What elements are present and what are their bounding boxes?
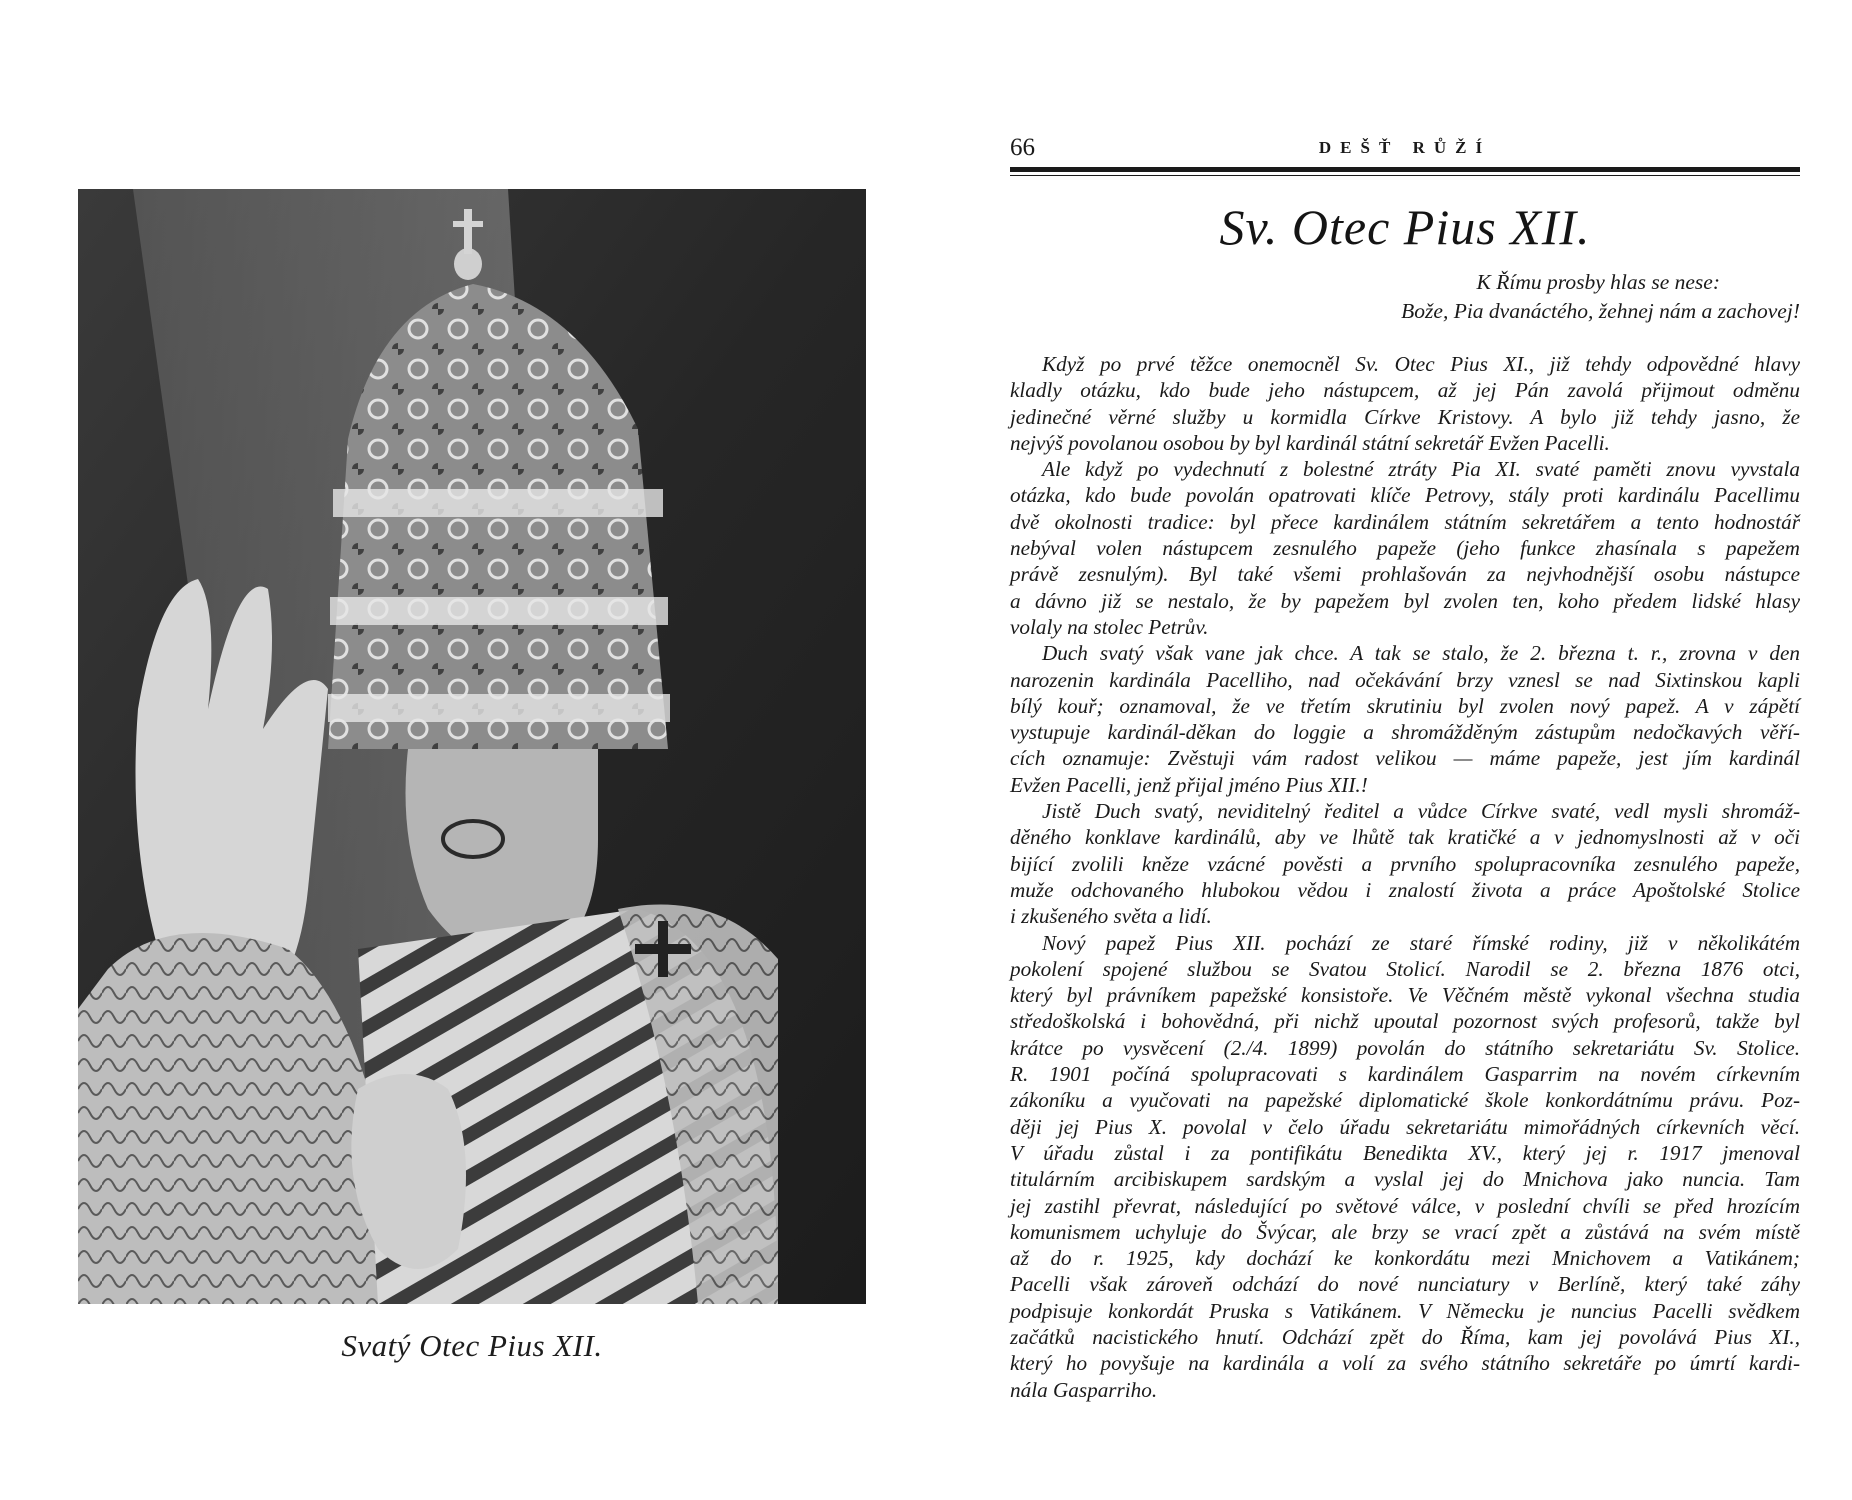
text-line: krátce po vysvěcení (2./4. 1899) povolán do státního sekretariátu Sv. Stolice.	[1010, 1035, 1800, 1060]
text-line: středoškolská i bohovědná, při nichž upoutal pozornost svých profesorů, takže byl	[1010, 1009, 1800, 1034]
text-line: narozenin kardinála Pacelliho, nad očekávání brzy vznesl se nad Sixtinskou kapli	[1010, 667, 1800, 692]
text-line: nebýval volen nástupcem zesnulého papeže (jeho funkce zhasínala s papežem	[1010, 536, 1800, 561]
text-line: podpisuje konkordát Pruska s Vatikánem. V Německu je nuncius Pacelli svědkem	[1010, 1298, 1800, 1323]
text-line: pokolení spojené službou se Svatou Stolicí. Narodil se 2. března 1876 otci,	[1010, 956, 1800, 981]
text-line: R. 1901 počíná spolupracovati s kardinálem Gasparrim na novém církevním	[1010, 1062, 1800, 1087]
text-line: děného konklave kardinálů, aby ve lhůtě tak kratičké a v jednomyslnosti až v oči	[1010, 825, 1800, 850]
text-line: bijící zvolili kněze vzácné pověsti a prvního spolupracovníka zesnulého papeže,	[1010, 851, 1800, 876]
text-line: dvě okolnosti tradice: byl přece kardinálem státním sekretářem a tento hodnostář	[1010, 509, 1800, 534]
text-line: Jistě Duch svatý, neviditelný ředitel a vůdce Církve svaté, vedl mysli shromáž-	[1042, 799, 1800, 824]
text-line: ději jej Pius X. povolal v čelo úřadu sekretariátu mimořádných církevních věcí.	[1010, 1114, 1800, 1139]
text-line: Evžen Pacelli, jenž přijal jméno Pius XII.!	[1010, 772, 1368, 797]
right-page	[1000, 0, 1810, 1500]
text-line: vystupuje kardinál-děkan do loggie a shromážděným zástupům nedočkavých věří-	[1010, 720, 1800, 745]
text-line: titulárním arcibiskupem sardským a vyslal jej do Mnichova jako nuncia. Tam	[1010, 1167, 1800, 1192]
text-line: Když po prvé těžce onemocněl Sv. Otec Pius XI., již tehdy odpovědné hlavy	[1042, 352, 1800, 376]
epigraph-line: Bože, Pia dvanáctého, žehnej nám a zachovej!	[1401, 299, 1800, 323]
text-line: jej zastihl převrat, následující po světové válce, v poslední chvíli se před hrozícím	[1010, 1193, 1800, 1218]
text-line: Ale když po vydechnutí z bolestné ztráty Pia XI. svaté paměti znovu vyvstala	[1042, 457, 1800, 482]
paragraph	[1010, 351, 1800, 456]
text-line: nála Gasparriho.	[1010, 1377, 1158, 1402]
text-line: bílý kouř; oznamoval, že ve třetím skrutiniu byl zvolen nový papež. A v zápětí	[1010, 693, 1800, 718]
running-head	[1010, 134, 1800, 168]
epigraph-line: K Římu prosby hlas se nese:	[1476, 270, 1720, 294]
text-line: kladly otázku, kdo bude jeho nástupcem, až jej Pán zavolá přijmout odměnu	[1010, 378, 1800, 403]
text-line: V úřadu zůstal i za pontifikátu Benedikta XV., který jej r. 1917 jmenoval	[1010, 1140, 1800, 1165]
paragraph	[1010, 798, 1800, 929]
header-rule-thick	[1010, 167, 1800, 172]
text-line: komunismem uchyluje do Švýcar, ale brzy se vrací zpět a zůstává na svém místě	[1010, 1219, 1800, 1244]
text-line: i zkušeného světa a lidí.	[1010, 904, 1212, 929]
article-title: Sv. Otec Pius XII.	[1219, 199, 1591, 255]
text-line: volaly na stolec Petrův.	[1010, 614, 1209, 639]
text-line: který byl právníkem papežské konsistoře. Ve Věčném městě vykonal všechna studia	[1010, 983, 1800, 1008]
text-line: Nový papež Pius XII. pochází ze staré římské rodiny, již v několikátém	[1042, 930, 1800, 955]
text-line: a dávno již se nestalo, že by papežem byl zvolen ten, koho předem lidské hlasy	[1010, 588, 1800, 613]
text-line: začátků nacistického hnutí. Odchází zpět do Říma, kam jej povolává Pius XI.,	[1010, 1324, 1800, 1349]
header-rule-thin	[1010, 175, 1800, 176]
text-line: nejvýš povolanou osobou by byl kardinál státní sekretář Evžen Pacelli.	[1010, 430, 1610, 455]
running-title: DEŠŤ RŮŽÍ	[1318, 138, 1492, 157]
text-line: cích oznamuje: Zvěstuji vám radost velikou — máme papeže, jest jím kardinál	[1010, 746, 1800, 771]
text-line: Duch svatý však vane jak chce. A tak se stalo, že 2. března t. r., zrovna v den	[1042, 641, 1800, 666]
text-line: právě zesnulým). Byl také všemi prohlašován za nejvhodnější osobu nástupce	[1010, 562, 1800, 587]
paragraph	[1010, 456, 1800, 640]
text-line: jedinečné věrné služby u kormidla Církve Kristovy. A bylo již tehdy jasno, že	[1010, 404, 1800, 429]
photo-pope-blessing-icon	[78, 189, 866, 1304]
text-line: zákoníku a vyučovati na papežské diplomatické škole konkordátnímu právu. Poz-	[1010, 1088, 1800, 1113]
text-line: který ho povyšuje na kardinála a volí za svého státního sekretáře po úmrtí kardi-	[1010, 1351, 1800, 1376]
paragraph	[1010, 930, 1800, 1403]
photo-caption: Svatý Otec Pius XII.	[341, 1328, 603, 1363]
text-line: až do r. 1925, kdy dochází ke konkordátu mezi Mnichovem a Vatikánem;	[1010, 1246, 1800, 1271]
paragraph	[1010, 640, 1800, 798]
epigraph	[1010, 268, 1800, 326]
text-line: otázka, kdo bude povolán opatrovati klíče Petrovy, stály proti kardinálu Pacellimu	[1010, 483, 1800, 508]
article-body	[1010, 351, 1800, 1403]
text-line: Pacelli však zároveň odchází do nové nunciatury v Berlíně, který také záhy	[1010, 1272, 1800, 1297]
text-line: muže odchovaného hlubokou vědou i znalostí života a práce Apoštolské Stolice	[1010, 877, 1800, 902]
page-number: 66	[1010, 134, 1035, 161]
